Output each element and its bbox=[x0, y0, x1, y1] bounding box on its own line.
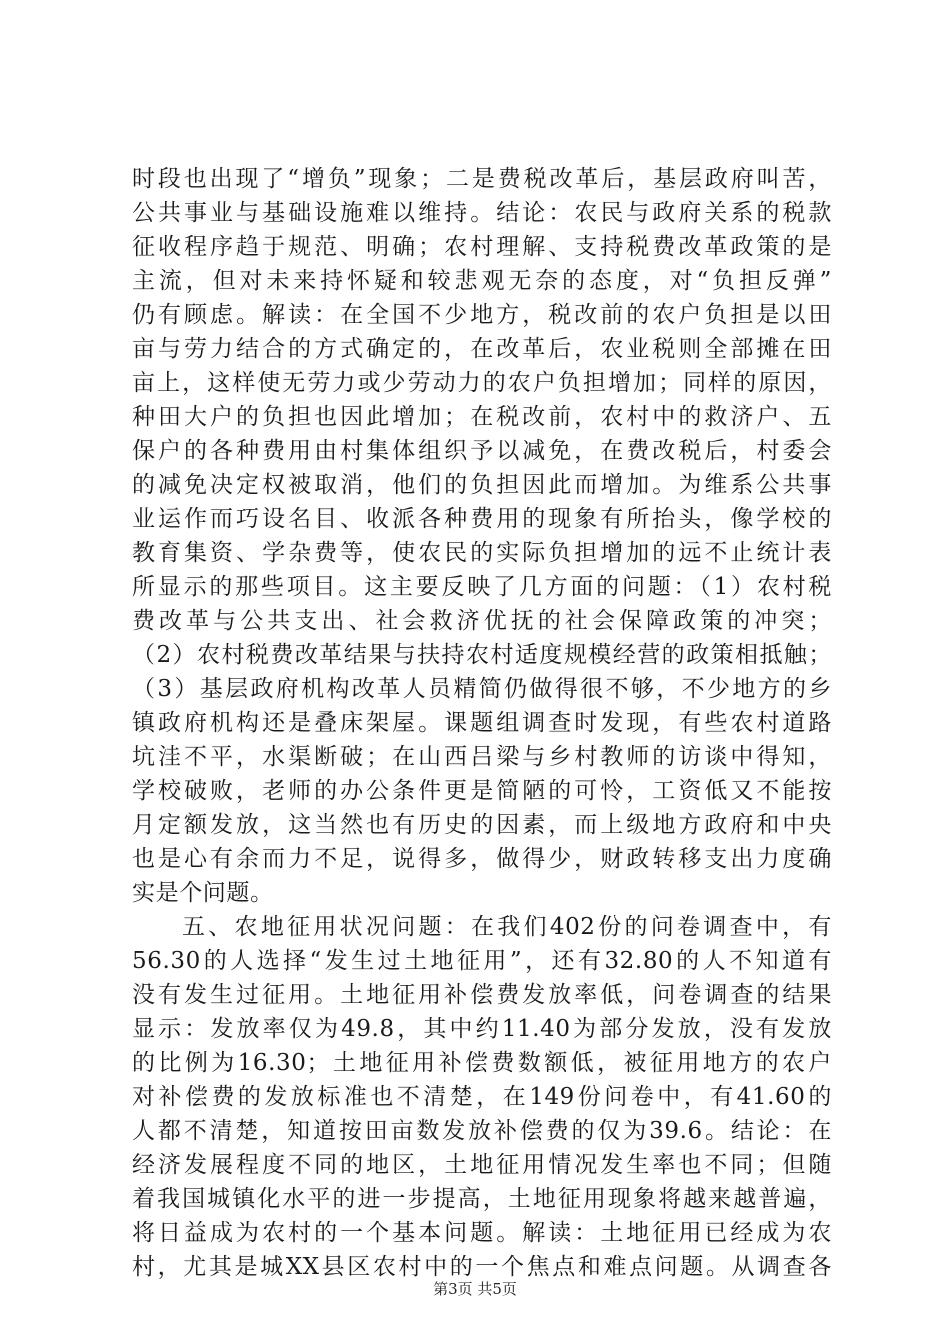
text-line: 保户的各种费用由村集体组织予以减免，在费改税后，村委会 bbox=[132, 438, 832, 464]
document-body bbox=[132, 162, 832, 1284]
text-line: 的减免决定权被取消，他们的负担因此而增加。为维系公共事 bbox=[132, 472, 832, 498]
text-line: 征收程序趋于规范、明确；农村理解、支持税费改革政策的是 bbox=[132, 234, 832, 260]
text-line: 业运作而巧设名目、收派各种费用的现象有所抬头，像学校的 bbox=[132, 506, 832, 532]
text-line: 亩与劳力结合的方式确定的，在改革后，农业税则全部摊在田 bbox=[132, 336, 832, 362]
text-line: 的比例为16.30；土地征用补偿费数额低，被征用地方的农户 bbox=[132, 1050, 832, 1076]
paragraph-end-line: 实是个问题。 bbox=[132, 880, 274, 906]
text-line: 经济发展程度不同的地区，土地征用情况发生率也不同；但随 bbox=[132, 1152, 832, 1178]
text-line: 56.30的人选择“发生过土地征用”，还有32.80的人不知道有 bbox=[132, 948, 832, 974]
text-line: 没有发生过征用。土地征用补偿费发放率低，问卷调查的结果 bbox=[132, 982, 832, 1008]
text-line: 时段也出现了“增负”现象；二是费税改革后，基层政府叫苦， bbox=[132, 166, 832, 192]
text-line: 仍有顾虑。解读：在全国不少地方，税改前的农户负担是以田 bbox=[132, 302, 832, 328]
text-line: 对补偿费的发放标准也不清楚，在149份问卷中，有41.60的 bbox=[132, 1084, 832, 1110]
text-line: 种田大户的负担也因此增加；在税改前，农村中的救济户、五 bbox=[132, 404, 832, 430]
text-line: 坑洼不平，水渠断破；在山西吕梁与乡村教师的访谈中得知， bbox=[132, 744, 832, 770]
text-line: 将日益成为农村的一个基本问题。解读：土地征用已经成为农 bbox=[132, 1220, 832, 1246]
text-line: 着我国城镇化水平的进一步提高，土地征用现象将越来越普遍， bbox=[132, 1186, 832, 1212]
text-line: 学校破败，老师的办公条件更是简陋的可怜，工资低又不能按 bbox=[132, 778, 832, 804]
text-line: （3）基层政府机构改革人员精简仍做得很不够，不少地方的乡 bbox=[132, 676, 832, 702]
text-line: 费改革与公共支出、社会救济优抚的社会保障政策的冲突； bbox=[132, 608, 832, 634]
text-line: 也是心有余而力不足，说得多，做得少，财政转移支出力度确 bbox=[132, 846, 832, 872]
text-line: 教育集资、学杂费等，使农民的实际负担增加的远不止统计表 bbox=[132, 540, 832, 566]
paragraph-start-line: 五、农地征用状况问题：在我们402份的问卷调查中，有 bbox=[182, 914, 832, 940]
text-line: 显示：发放率仅为49.8，其中约11.40为部分发放，没有发放 bbox=[132, 1016, 832, 1042]
text-line: 亩上，这样使无劳力或少劳动力的农户负担增加；同样的原因， bbox=[132, 370, 832, 396]
text-line: 村，尤其是城XX县区农村中的一个焦点和难点问题。从调查各 bbox=[132, 1254, 832, 1280]
text-line: 镇政府机构还是叠床架屋。课题组调查时发现，有些农村道路 bbox=[132, 710, 832, 736]
text-line: 所显示的那些项目。这主要反映了几方面的问题：（1）农村税 bbox=[132, 574, 832, 600]
text-line: 公共事业与基础设施难以维持。结论：农民与政府关系的税款 bbox=[132, 200, 832, 226]
text-line: 月定额发放，这当然也有历史的因素，而上级地方政府和中央 bbox=[132, 812, 832, 838]
text-line: （2）农村税费改革结果与扶持农村适度规模经营的政策相抵触； bbox=[132, 642, 832, 668]
text-line: 人都不清楚，知道按田亩数发放补偿费的仅为39.6。结论：在 bbox=[132, 1118, 832, 1144]
page-number-footer: 第3页 共5页 bbox=[433, 1280, 517, 1298]
text-line: 主流，但对未来持怀疑和较悲观无奈的态度，对“负担反弹” bbox=[132, 268, 832, 294]
